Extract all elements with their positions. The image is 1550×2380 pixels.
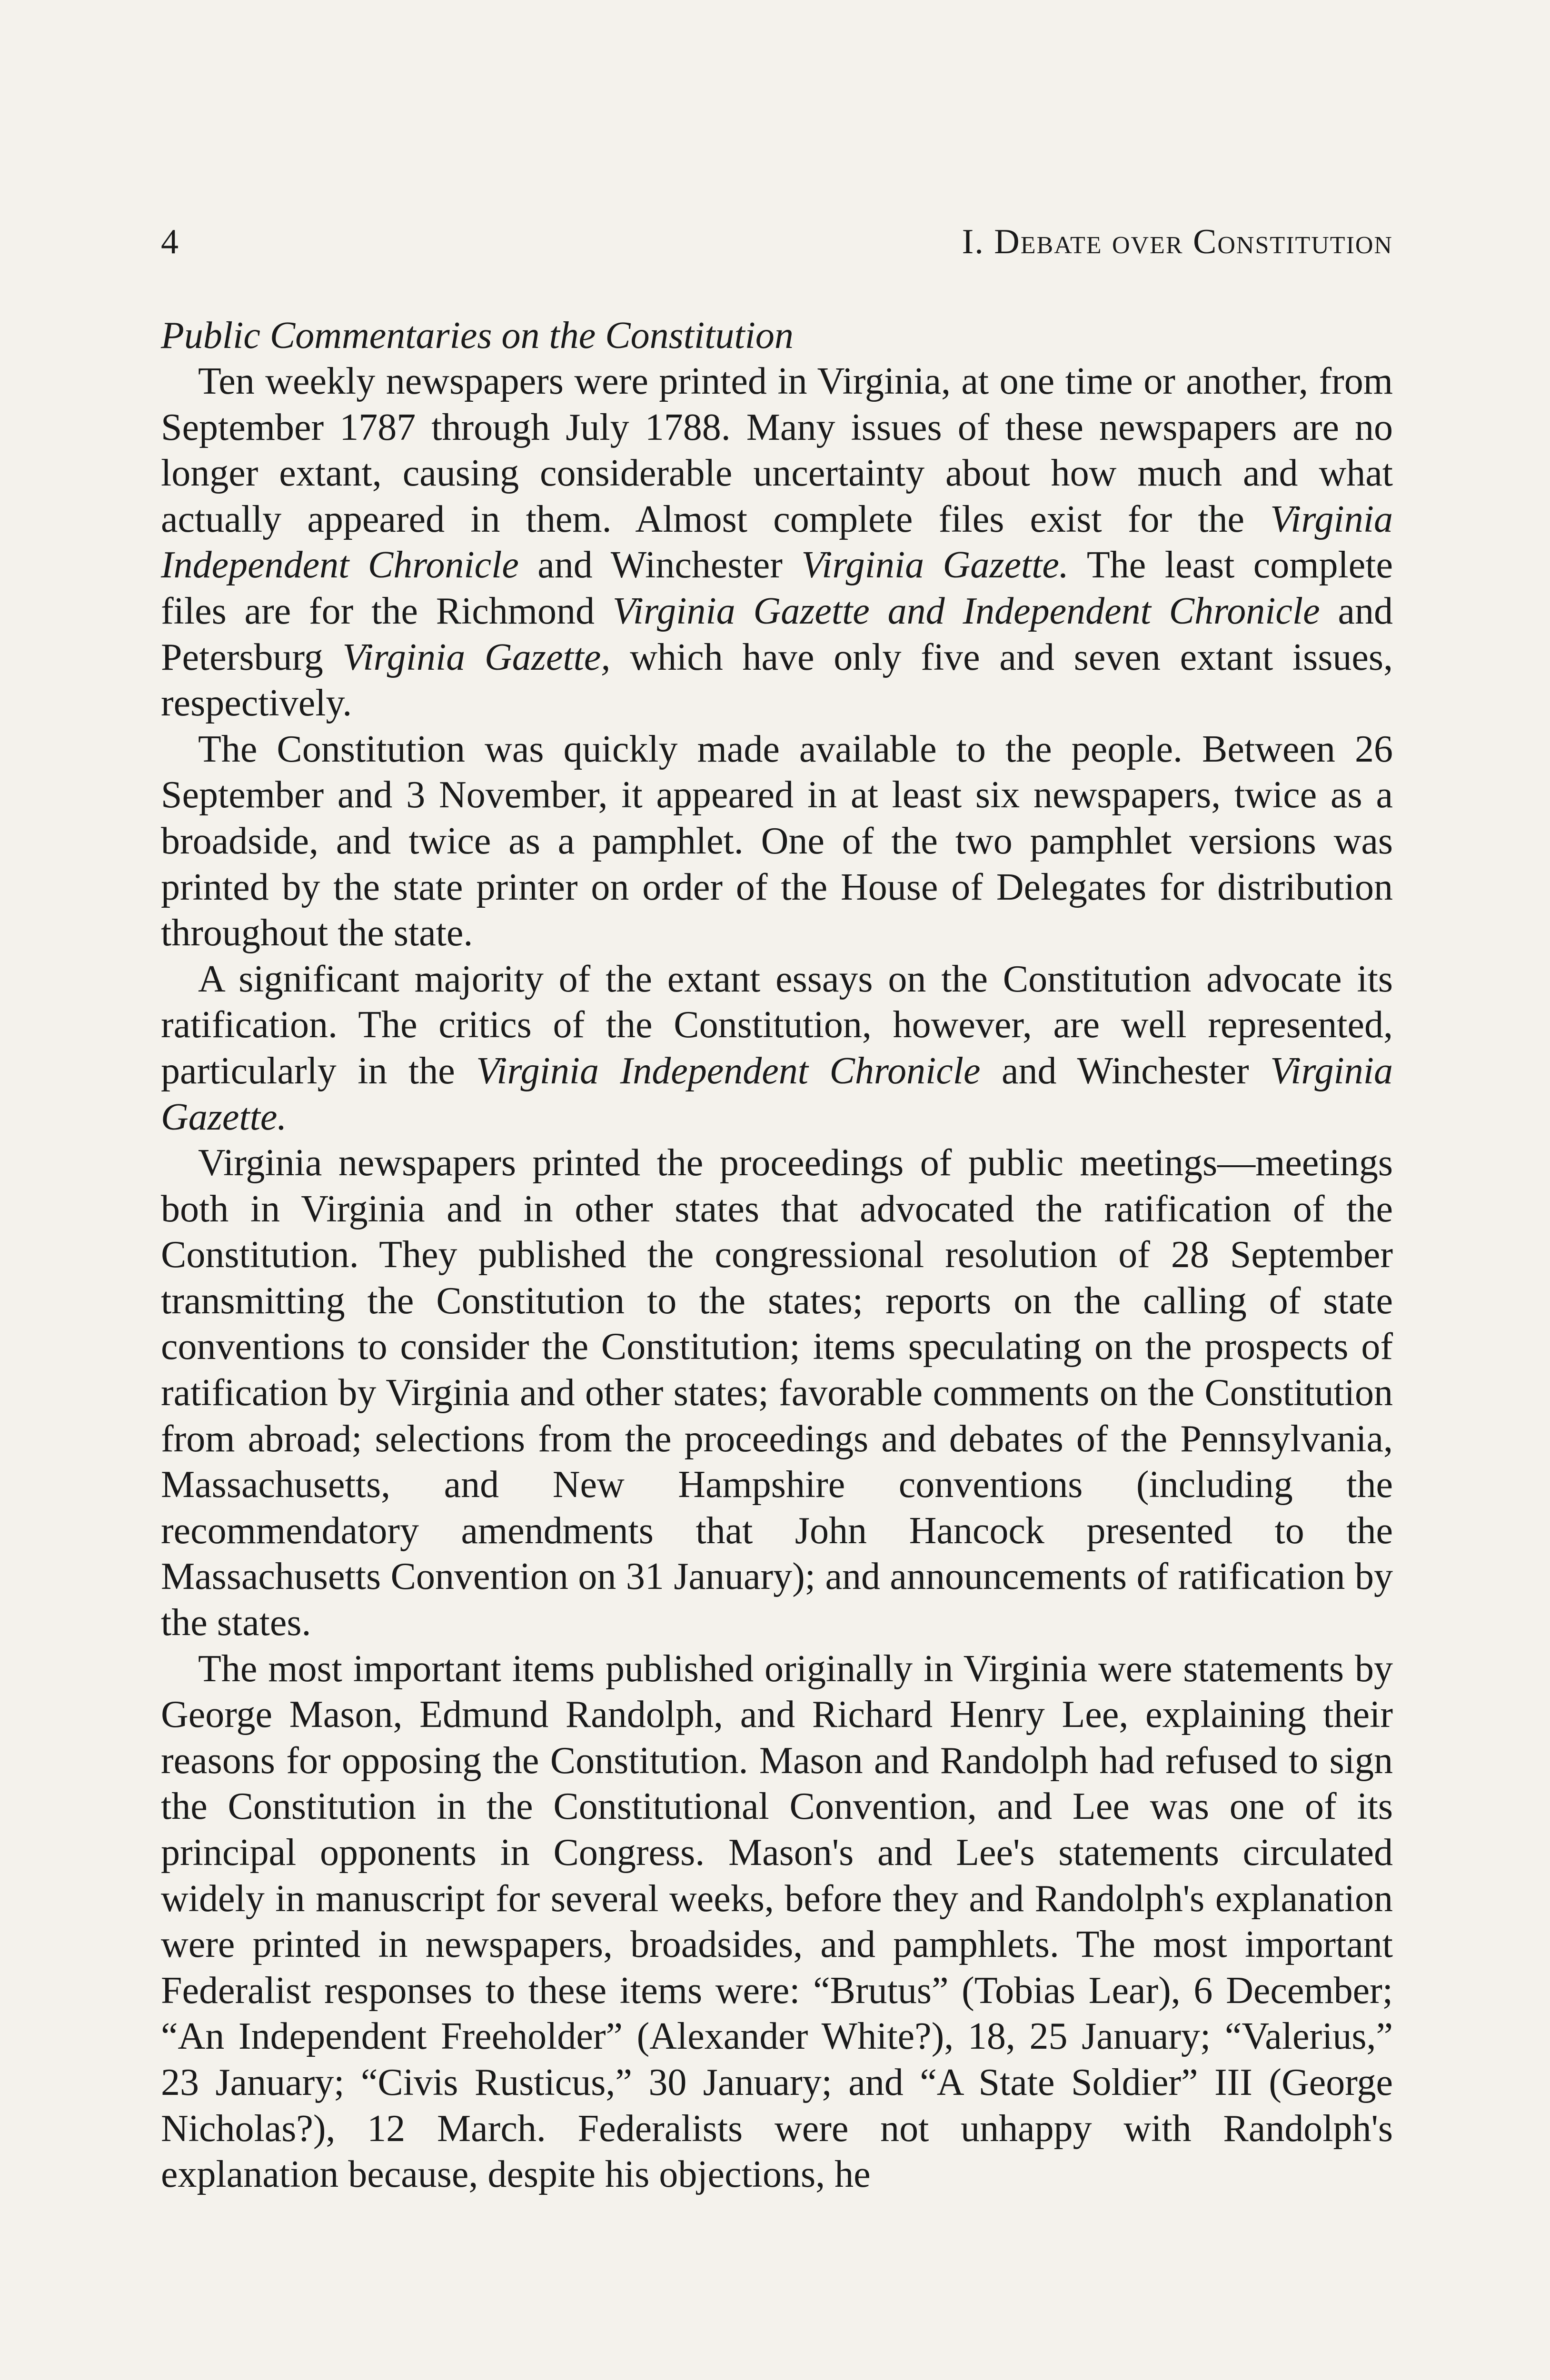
running-title <box>962 218 1393 266</box>
newspaper-title: Virginia Gazette. <box>161 1050 1393 1138</box>
paragraph-text: A significant majority of the extant essays on the Constitution advocate its ratification. The critics of the Constitution, however, are well represented, particularly in the <box>161 958 1393 1092</box>
running-title-text: Debate over Constitution <box>994 222 1393 261</box>
book-page <box>161 218 1393 2198</box>
paragraph-text: and Winchester <box>980 1050 1271 1092</box>
paragraph-text: Virginia newspapers printed the proceedings of public meetings—meetings both in Virginia and in other states that advocated the ratification of the Constitution. They published the congressional resolution of 28 September transmitting the Constitution to the states; reports on the calling of state conventions to consider the Constitution; items speculating on the prospects of ratification by Virginia and other states; favorable comments on the Constitution from abroad; selections from the proceedings and debates of the Pennsylvania, Massachusetts, and New Hampshire conventions (including the recommendatory amendments that John Hancock presented to the Massachusetts Convention on 31 January); and announcements of ratification by the states. <box>161 1142 1393 1644</box>
paragraph-text: The least complete files are for the Richmond <box>161 544 1393 632</box>
paragraph-statements <box>161 1646 1393 2198</box>
newspaper-title: Virginia Independent Chronicle <box>476 1050 981 1092</box>
running-head <box>161 218 1393 266</box>
paragraph-text: and Petersburg <box>161 590 1393 678</box>
paragraph-proceedings <box>161 1140 1393 1646</box>
paragraph-newspapers <box>161 358 1393 726</box>
paragraph-availability <box>161 726 1393 956</box>
newspaper-title: Virginia Gazette and Independent Chronicle <box>612 590 1320 632</box>
newspaper-title: Virginia Gazette, <box>342 636 611 678</box>
paragraph-essays <box>161 956 1393 1140</box>
newspaper-title: Virginia Independent Chronicle <box>161 498 1393 586</box>
page-number: 4 <box>161 222 179 261</box>
newspaper-title: Virginia Gazette. <box>801 544 1069 586</box>
paragraph-text: which have only five and seven extant issues, respectively. <box>161 636 1393 724</box>
paragraph-text: The most important items published originally in Virginia were statements by George Mason, Edmund Randolph, and Richard Henry Lee, explaining their reasons for opposing the Constitution. Mason and Randolph had refused to sign the Constitution in the Constitutional Convention, and Lee was one of its principal opponents in Congress. Mason's and Lee's statements circulated widely in manuscript for several weeks, before they and Randolph's explanation were printed in newspapers, broadsides, and pamphlets. The most important Federalist responses to these items were: “Brutus” (Tobias Lear), 6 December; “An Independent Freeholder” (Alexander White?), 18, 25 January; “Valerius,” 23 January; “Civis Rusticus,” 30 January; and “A State Soldier” III (George Nicholas?), 12 March. Federalists were not unhappy with Randolph's explanation because, despite his objections, he <box>161 1647 1393 2196</box>
paragraph-text: Ten weekly newspapers were printed in Virginia, at one time or another, from September 1787 through July 1788. Many issues of these newspapers are no longer extant, causing considerable uncertainty about how much and what actually appeared in them. Almost complete files exist for the <box>161 360 1393 540</box>
running-title-numeral: I. <box>962 222 994 261</box>
paragraph-text: and Winchester <box>518 544 802 586</box>
section-heading: Public Commentaries on the Constitution <box>161 315 794 357</box>
paragraph-text: The Constitution was quickly made available to the people. Between 26 September and 3 November, it appeared in at least six newspapers, twice as a broadside, and twice as a pamphlet. One of the two pamphlet versions was printed by the state printer on order of the House of Delegates for distribution throughout the state. <box>161 728 1393 954</box>
